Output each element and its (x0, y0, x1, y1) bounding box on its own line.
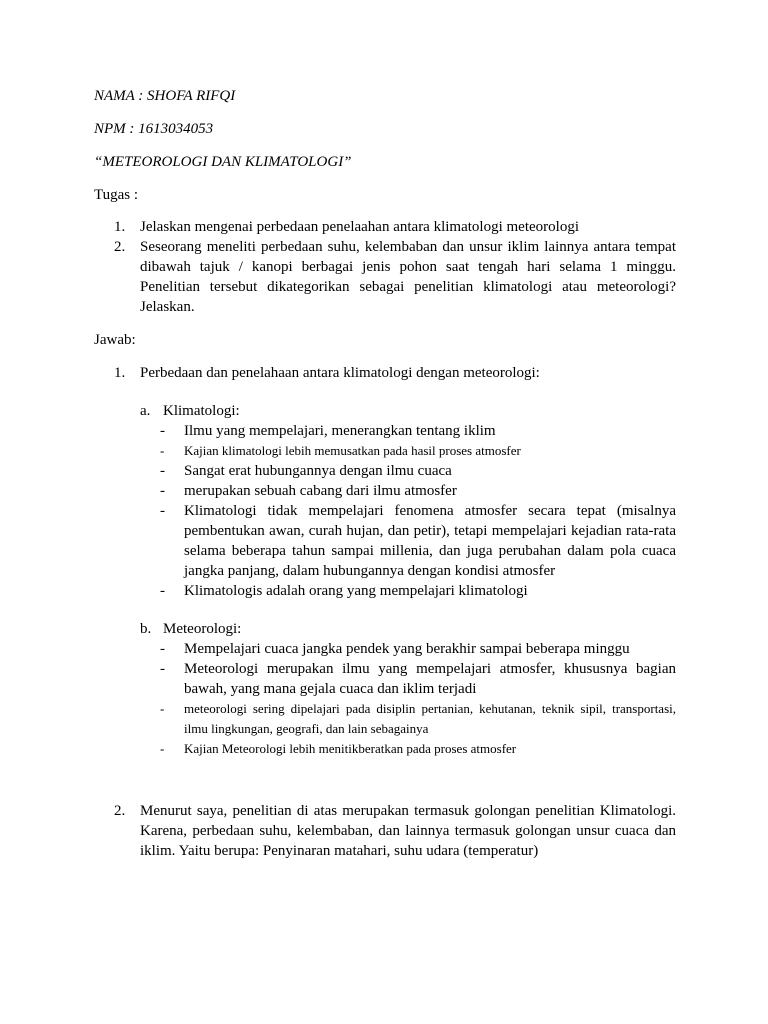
tugas-item (94, 217, 676, 237)
dash-bullet: - (160, 423, 165, 439)
klimatologi-letter: a. (140, 403, 151, 419)
point-text: Ilmu yang mempelajari, menerangkan tentang iklim (184, 423, 496, 439)
document-body (94, 86, 676, 861)
point-text: Klimatologi tidak mempelajari fenomena atmosfer secara tepat (misalnya pembentukan awan, curah hujan, dan petir), tetapi mempelajari kejadian rata-rata selama beberapa tahun sampai millenia, dan juga perubahan dalam pola cuaca jangka panjang, dalam hubungannya dengan kondisi atmosfer (184, 503, 676, 579)
tugas-label: Tugas : (94, 187, 139, 203)
jawab-item-1 (94, 363, 676, 383)
meteorologi-point (160, 659, 676, 699)
dash-bullet: - (160, 503, 165, 519)
jawab-item-text: Perbedaan dan penelahaan antara klimatologi dengan meteorologi: (140, 365, 540, 381)
klimatologi-heading (140, 401, 676, 421)
dash-bullet: - (160, 583, 165, 599)
tugas-item-number: 1. (114, 219, 126, 235)
dash-bullet: - (160, 701, 165, 716)
point-text: Meteorologi merupakan ilmu yang mempelajari atmosfer, khususnya bagian bawah, yang mana gejala cuaca dan iklim terjadi (184, 661, 676, 697)
klimatologi-point (160, 581, 676, 601)
point-text: Klimatologis adalah orang yang mempelajari klimatologi (184, 583, 528, 599)
dash-bullet: - (160, 443, 165, 458)
klimatologi-title: Klimatologi: (163, 403, 240, 419)
klimatologi-point (160, 501, 676, 581)
klimatologi-point (160, 421, 676, 441)
jawab-item-2 (94, 801, 676, 861)
point-text: merupakan sebuah cabang dari ilmu atmosfer (184, 483, 457, 499)
student-npm: NPM : 1613034053 (94, 121, 214, 137)
point-text: meteorologi sering dipelajari pada disiplin pertanian, kehutanan, teknik sipil, transportasi, ilmu lingkungan, geografi, dan lain sebagainya (184, 701, 676, 736)
klimatologi-point (160, 461, 676, 481)
point-text: Sangat erat hubungannya dengan ilmu cuaca (184, 463, 452, 479)
tugas-item-text: Jelaskan mengenai perbedaan penelaahan antara klimatologi meteorologi (140, 219, 579, 235)
dash-bullet: - (160, 661, 165, 677)
meteorologi-point (160, 699, 676, 739)
jawab-label: Jawab: (94, 332, 136, 348)
klimatologi-point (160, 441, 676, 461)
tugas-item-number: 2. (114, 239, 126, 255)
jawab-item-number: 2. (114, 803, 126, 819)
tugas-list (94, 217, 676, 317)
meteorologi-title: Meteorologi: (163, 621, 242, 637)
point-text: Mempelajari cuaca jangka pendek yang berakhir sampai beberapa minggu (184, 641, 630, 657)
meteorologi-points (94, 639, 676, 759)
klimatologi-points (94, 421, 676, 601)
tugas-item-text: Seseorang meneliti perbedaan suhu, kelembaban dan unsur iklim lainnya antara tempat dibawah tajuk / kanopi berbagai jenis pohon saat tengah hari selama 1 minggu. Penelitian tersebut dikategorikan sebagai penelitian klimatologi atau meteorologi? Jelaskan. (140, 239, 676, 315)
dash-bullet: - (160, 483, 165, 499)
jawab-item-number: 1. (114, 365, 126, 381)
dash-bullet: - (160, 741, 165, 756)
meteorologi-point (160, 739, 676, 759)
dash-bullet: - (160, 463, 165, 479)
point-text: Kajian klimatologi lebih memusatkan pada hasil proses atmosfer (184, 443, 521, 458)
document-title: “METEOROLOGI DAN KLIMATOLOGI” (94, 154, 352, 170)
meteorologi-letter: b. (140, 621, 152, 637)
tugas-item (94, 237, 676, 317)
student-name: NAMA : SHOFA RIFQI (94, 88, 236, 104)
meteorologi-heading (140, 619, 676, 639)
point-text: Kajian Meteorologi lebih menitikberatkan pada proses atmosfer (184, 741, 517, 756)
jawab-item-text: Menurut saya, penelitian di atas merupakan termasuk golongan penelitian Klimatologi. Karena, perbedaan suhu, kelembaban, dan lainnya termasuk golongan unsur cuaca dan iklim. Yaitu berupa: Penyinaran matahari, suhu udara (temperatur) (140, 803, 676, 859)
dash-bullet: - (160, 641, 165, 657)
klimatologi-point (160, 481, 676, 501)
meteorologi-point (160, 639, 676, 659)
